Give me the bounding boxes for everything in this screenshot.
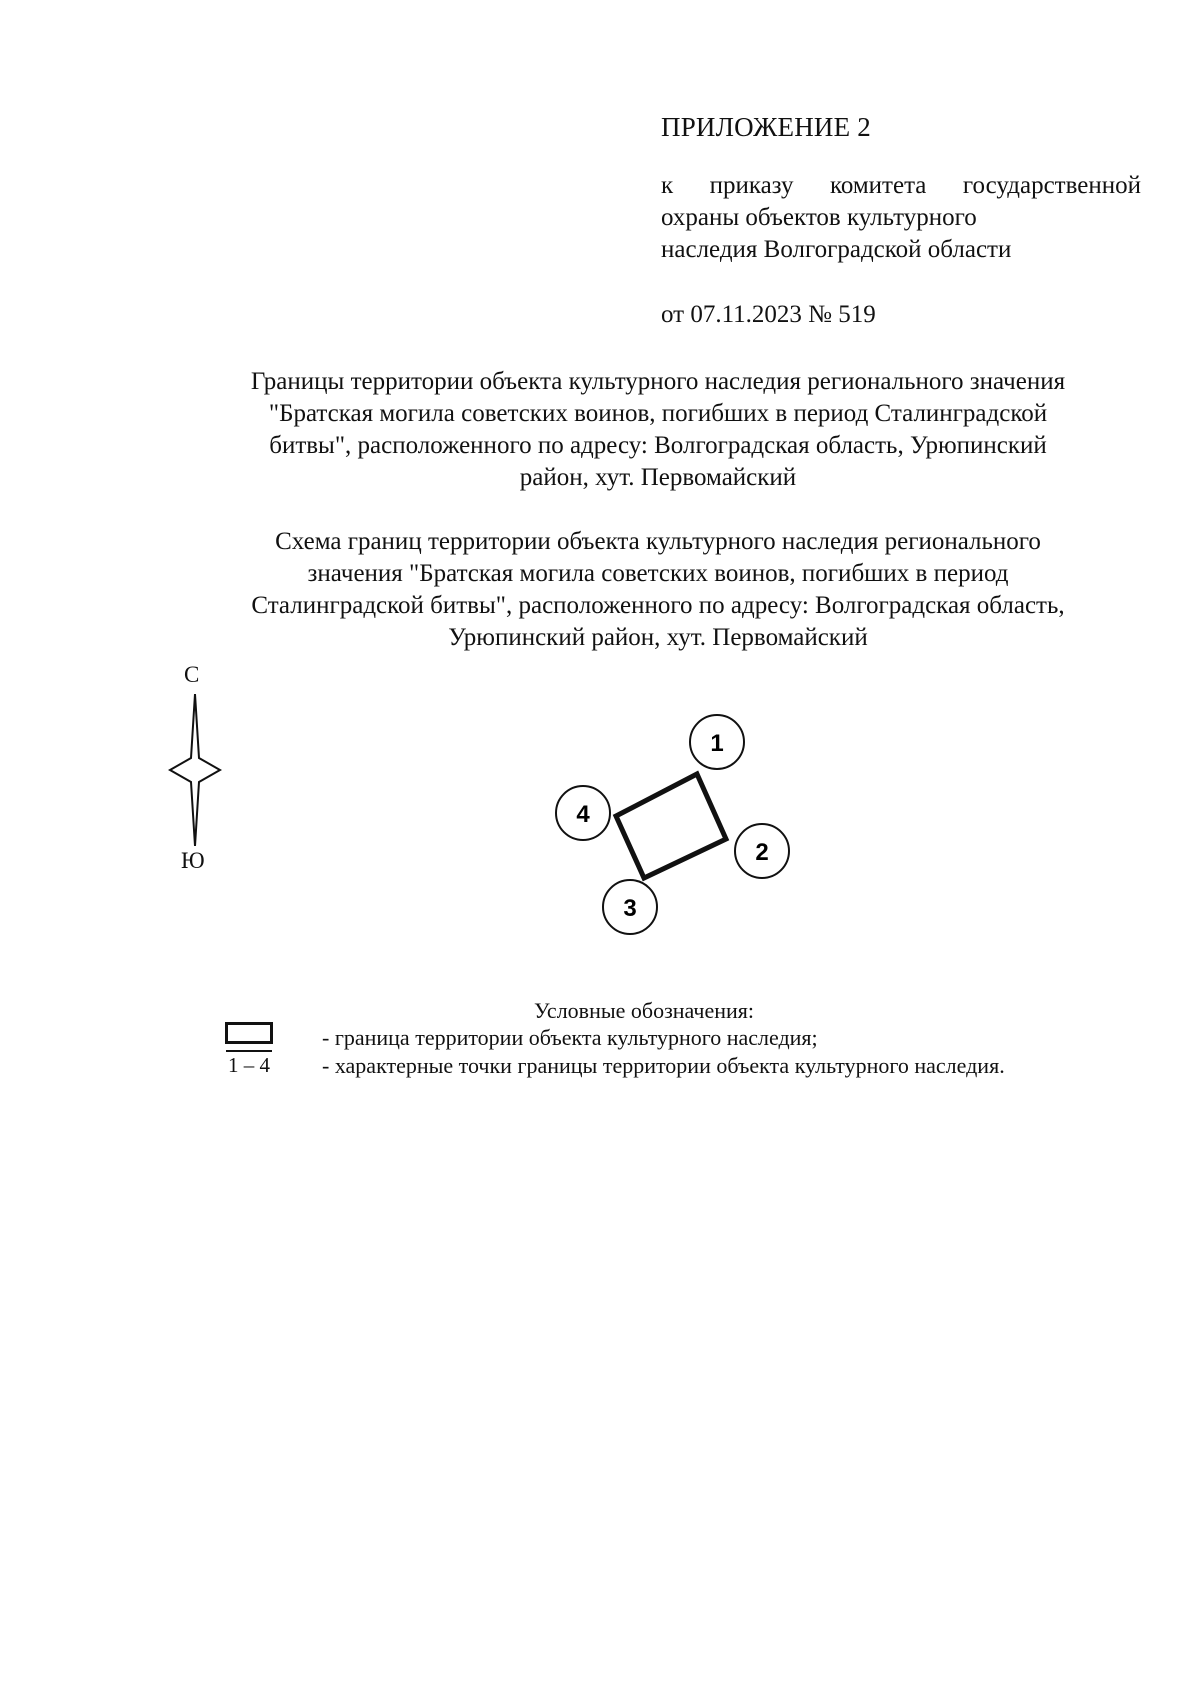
order-reference bbox=[661, 170, 1141, 266]
scheme-title-line: Сталинградской битвы", расположенного по адресу: Волгоградская область, bbox=[251, 592, 1065, 619]
main-title-line: район, хут. Первомайский bbox=[519, 464, 797, 491]
compass-north-label: С bbox=[184, 662, 200, 687]
boundary-point-1 bbox=[690, 715, 744, 769]
svg-text:4: 4 bbox=[576, 801, 590, 828]
scheme-title-line: Схема границ территории объекта культурного наследия регионального bbox=[275, 528, 1041, 555]
boundary-point-2 bbox=[735, 824, 789, 878]
svg-text:1: 1 bbox=[710, 730, 724, 757]
scheme-title bbox=[150, 526, 1166, 654]
legend-points-range: 1 – 4 bbox=[226, 1050, 272, 1078]
main-title-line: "Братская могила советских воинов, погибших в период Сталинградской bbox=[268, 400, 1048, 427]
legend-item-boundary: - граница территории объекта культурного наследия; bbox=[322, 1025, 818, 1050]
main-title-line: битвы", расположенного по адресу: Волгоградская область, Урюпинский bbox=[269, 432, 1047, 459]
legend-boundary-swatch bbox=[225, 1022, 273, 1044]
main-title bbox=[150, 366, 1166, 494]
boundary-point-4 bbox=[556, 786, 610, 840]
order-ref-word: государственной bbox=[962, 172, 1141, 199]
order-ref-line-3: наследия Волгоградской области bbox=[661, 236, 1012, 263]
svg-text:3: 3 bbox=[623, 895, 637, 922]
boundary-scheme bbox=[540, 700, 810, 940]
order-date: от 07.11.2023 № 519 bbox=[661, 301, 876, 328]
legend-item-points: - характерные точки границы территории объекта культурного наследия. bbox=[322, 1053, 1005, 1078]
order-ref-word: приказу bbox=[709, 172, 794, 199]
scheme-title-line: значения "Братская могила советских воинов, погибших в период bbox=[307, 560, 1009, 587]
scheme-title-line: Урюпинский район, хут. Первомайский bbox=[448, 624, 868, 651]
main-title-line: Границы территории объекта культурного наследия регионального значения bbox=[250, 368, 1066, 395]
appendix-title: ПРИЛОЖЕНИЕ 2 bbox=[661, 112, 871, 142]
order-ref-word: к bbox=[661, 172, 674, 199]
order-ref-line-1 bbox=[661, 170, 1141, 202]
boundary-point-3 bbox=[603, 880, 657, 934]
order-ref-word: комитета bbox=[829, 172, 927, 199]
compass-south-label: Ю bbox=[181, 848, 205, 873]
territory-boundary bbox=[616, 774, 726, 878]
order-ref-line-2: охраны объектов культурного bbox=[661, 204, 977, 231]
legend-heading: Условные обозначения: bbox=[534, 998, 755, 1023]
compass-rose-icon bbox=[165, 690, 225, 850]
svg-text:2: 2 bbox=[755, 839, 769, 866]
